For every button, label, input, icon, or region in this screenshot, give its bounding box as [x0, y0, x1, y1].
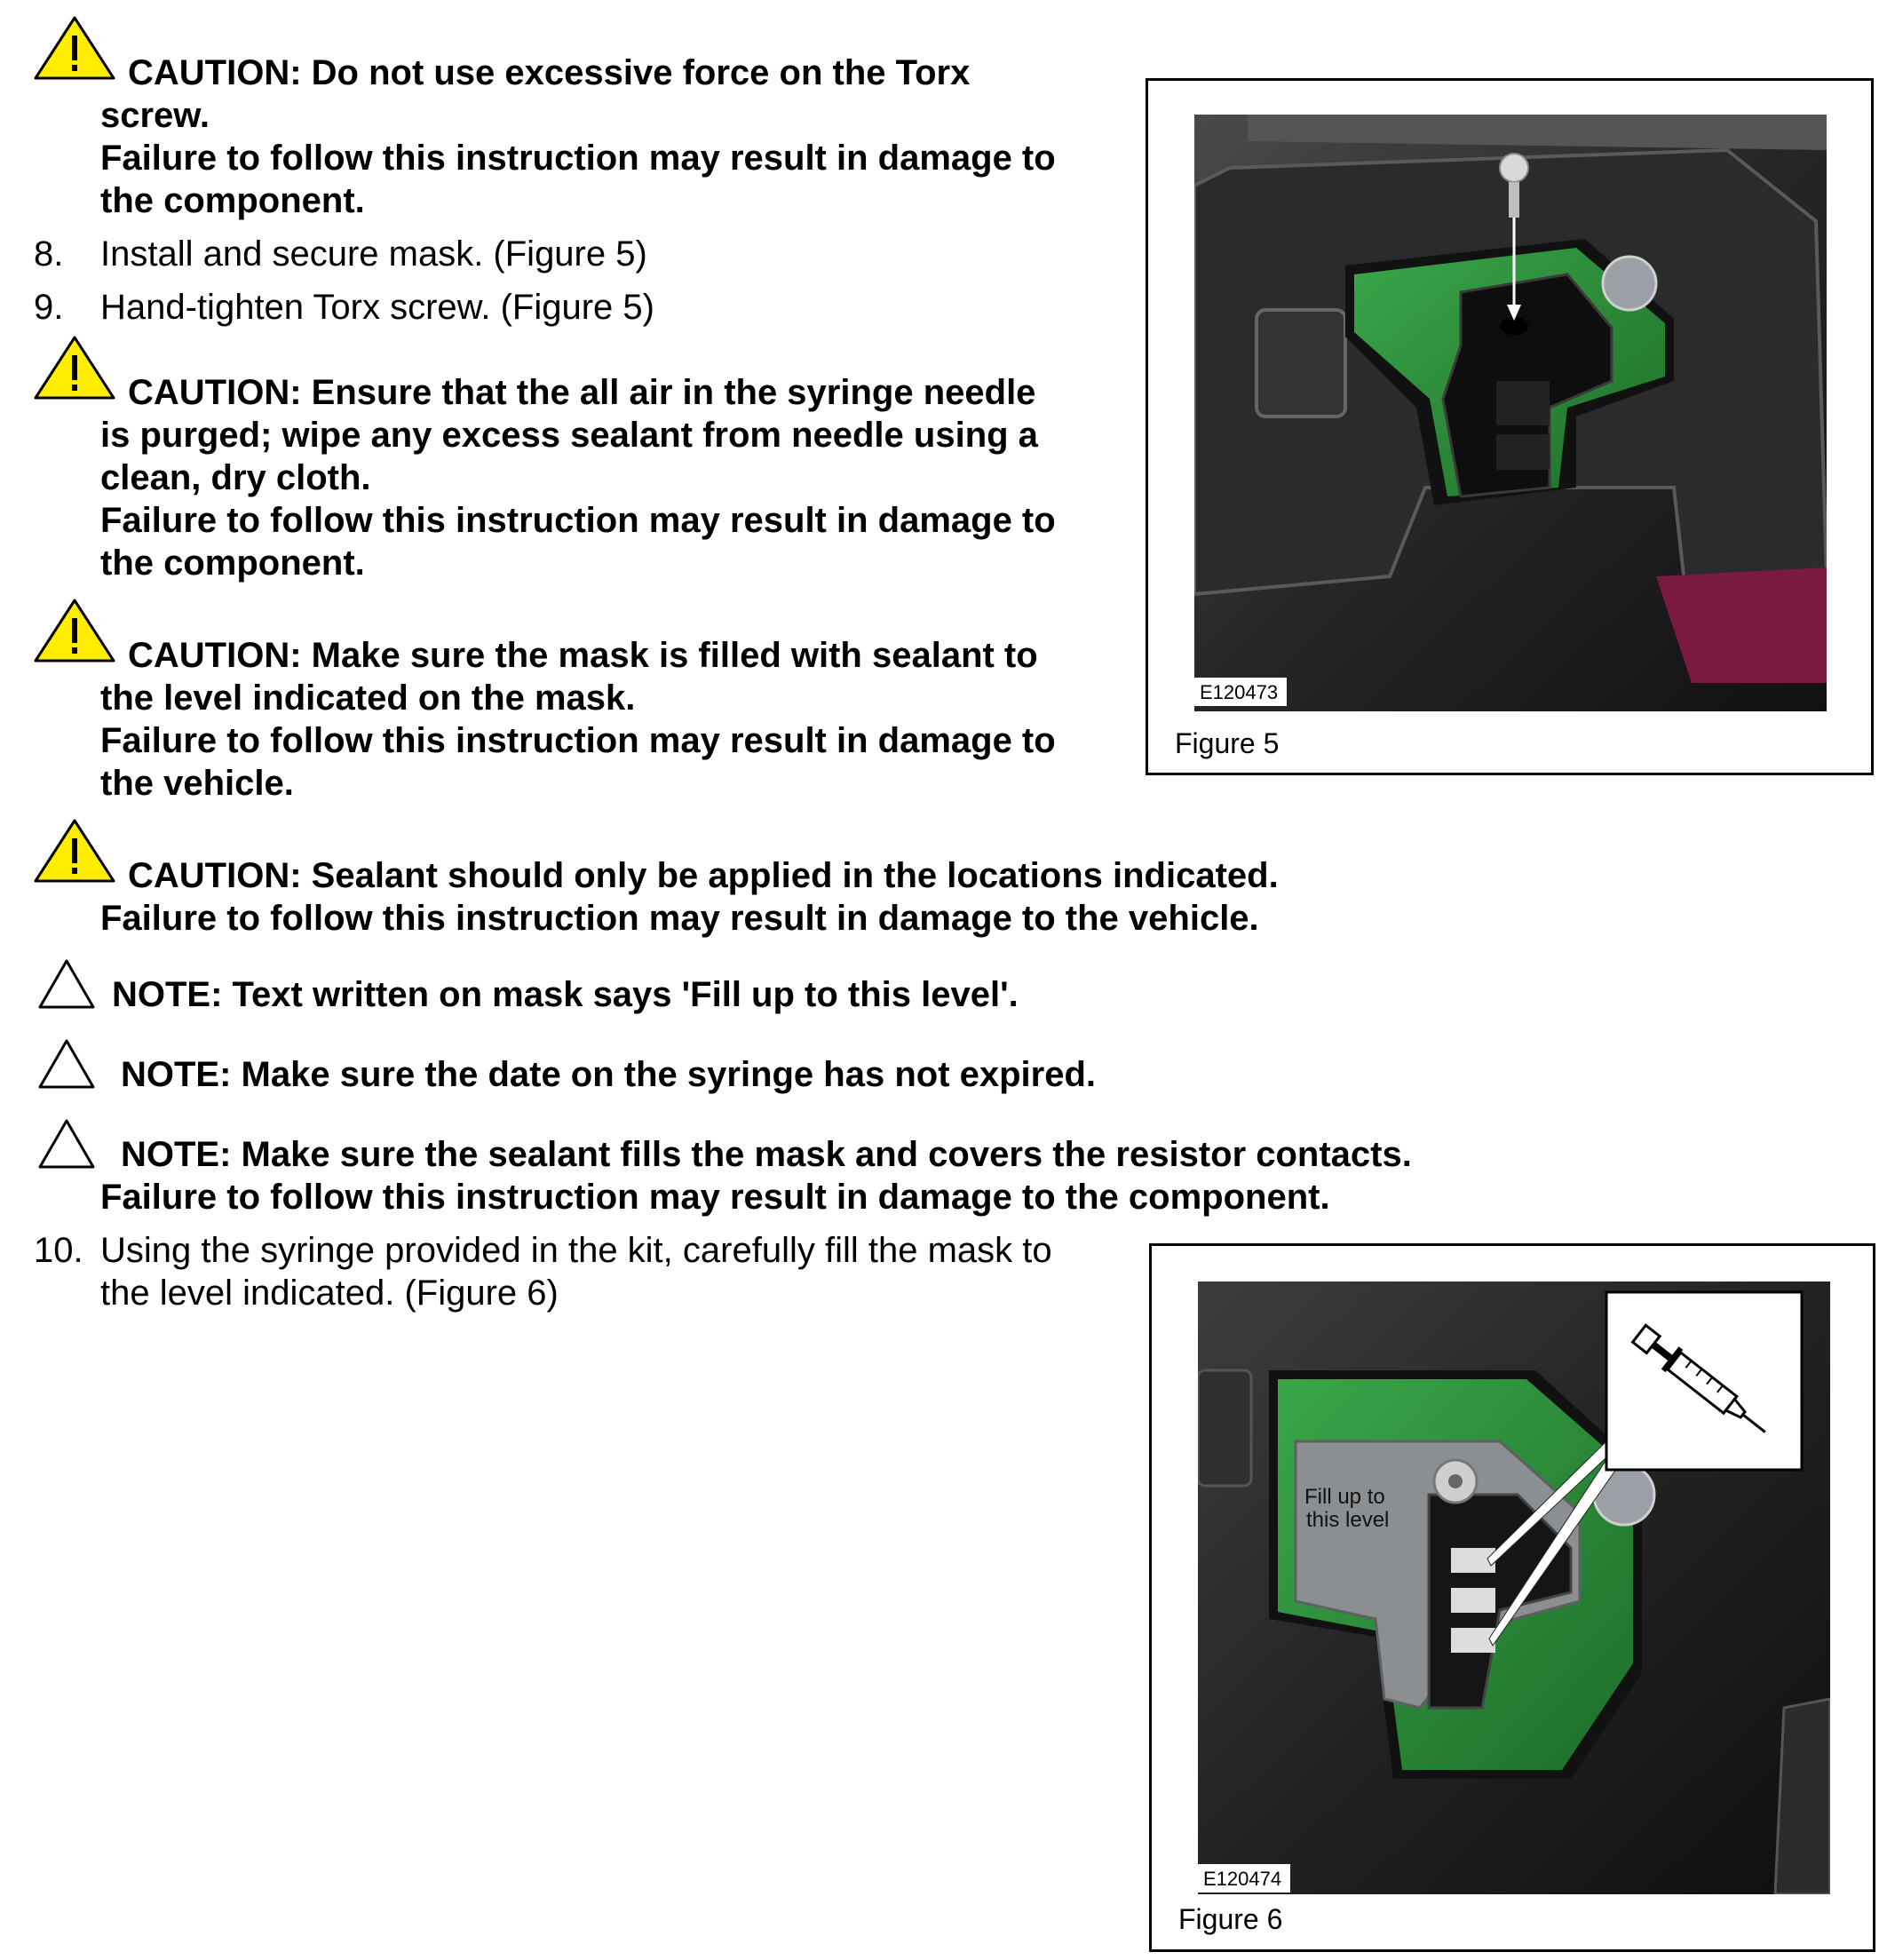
- note-block-3: [34, 1133, 1412, 1218]
- figure-5: [1146, 78, 1874, 775]
- caution-text: clean, dry cloth.: [100, 458, 371, 497]
- step-number: 10.: [34, 1231, 83, 1270]
- caution-block-2: [34, 371, 1056, 584]
- caution-heading: CAUTION: Sealant should only be applied in the locations indicated.: [128, 856, 1279, 895]
- caution-block-4: [34, 854, 1279, 940]
- step-number: 8.: [34, 234, 64, 274]
- step-text: Hand-tighten Torx screw. (Figure 5): [100, 288, 654, 327]
- figure-5-caption: Figure 5: [1175, 727, 1280, 759]
- figure-5-photo: [1194, 115, 1827, 711]
- note-triangle-icon: [37, 957, 96, 1011]
- figure-6-photo: [1198, 1282, 1830, 1894]
- caution-text: Failure to follow this instruction may result in damage to: [100, 501, 1056, 540]
- note-text: NOTE: Make sure the date on the syringe has not expired.: [121, 1055, 1097, 1094]
- note-triangle-icon: [37, 1037, 96, 1091]
- caution-heading: CAUTION: Ensure that the all air in the syringe needle: [128, 373, 1036, 412]
- caution-text: screw.: [100, 96, 210, 135]
- caution-text: the vehicle.: [100, 764, 294, 803]
- caution-text: Failure to follow this instruction may result in damage to: [100, 139, 1056, 178]
- caution-text: Failure to follow this instruction may result in damage to: [100, 721, 1056, 760]
- caution-heading: CAUTION: Make sure the mask is filled with sealant to: [128, 636, 1038, 675]
- caution-text: the component.: [100, 544, 365, 583]
- figure-6-code: E120474: [1203, 1868, 1282, 1890]
- caution-text: the level indicated on the mask.: [100, 678, 636, 718]
- caution-block-3: [34, 634, 1056, 805]
- step-text: the level indicated. (Figure 6): [100, 1274, 559, 1313]
- caution-block-1: [34, 52, 1056, 222]
- figure-5-code: E120473: [1200, 681, 1279, 703]
- step-item: [34, 1229, 1052, 1314]
- note-text: NOTE: Text written on mask says 'Fill up to this level'.: [112, 975, 1019, 1014]
- step-text: Install and secure mask. (Figure 5): [100, 234, 647, 274]
- figure-6-caption: Figure 6: [1178, 1903, 1283, 1935]
- note-text: Failure to follow this instruction may result in damage to the component.: [100, 1178, 1330, 1217]
- caution-text: Failure to follow this instruction may result in damage to the vehicle.: [100, 899, 1259, 938]
- caution-text: the component.: [100, 181, 365, 220]
- step-item: [34, 286, 654, 329]
- caution-heading: CAUTION: Do not use excessive force on the Torx: [128, 53, 971, 92]
- mask-text-line-1: Fill up to: [1304, 1485, 1385, 1509]
- note-text: NOTE: Make sure the sealant fills the mask and covers the resistor contacts.: [121, 1135, 1412, 1174]
- step-item: [34, 233, 647, 275]
- figure-6: [1149, 1243, 1875, 1952]
- step-text: Using the syringe provided in the kit, carefully fill the mask to: [100, 1231, 1052, 1270]
- step-number: 9.: [34, 288, 64, 327]
- caution-text: is purged; wipe any excess sealant from needle using a: [100, 416, 1038, 455]
- mask-text-line-2: this level: [1306, 1508, 1390, 1532]
